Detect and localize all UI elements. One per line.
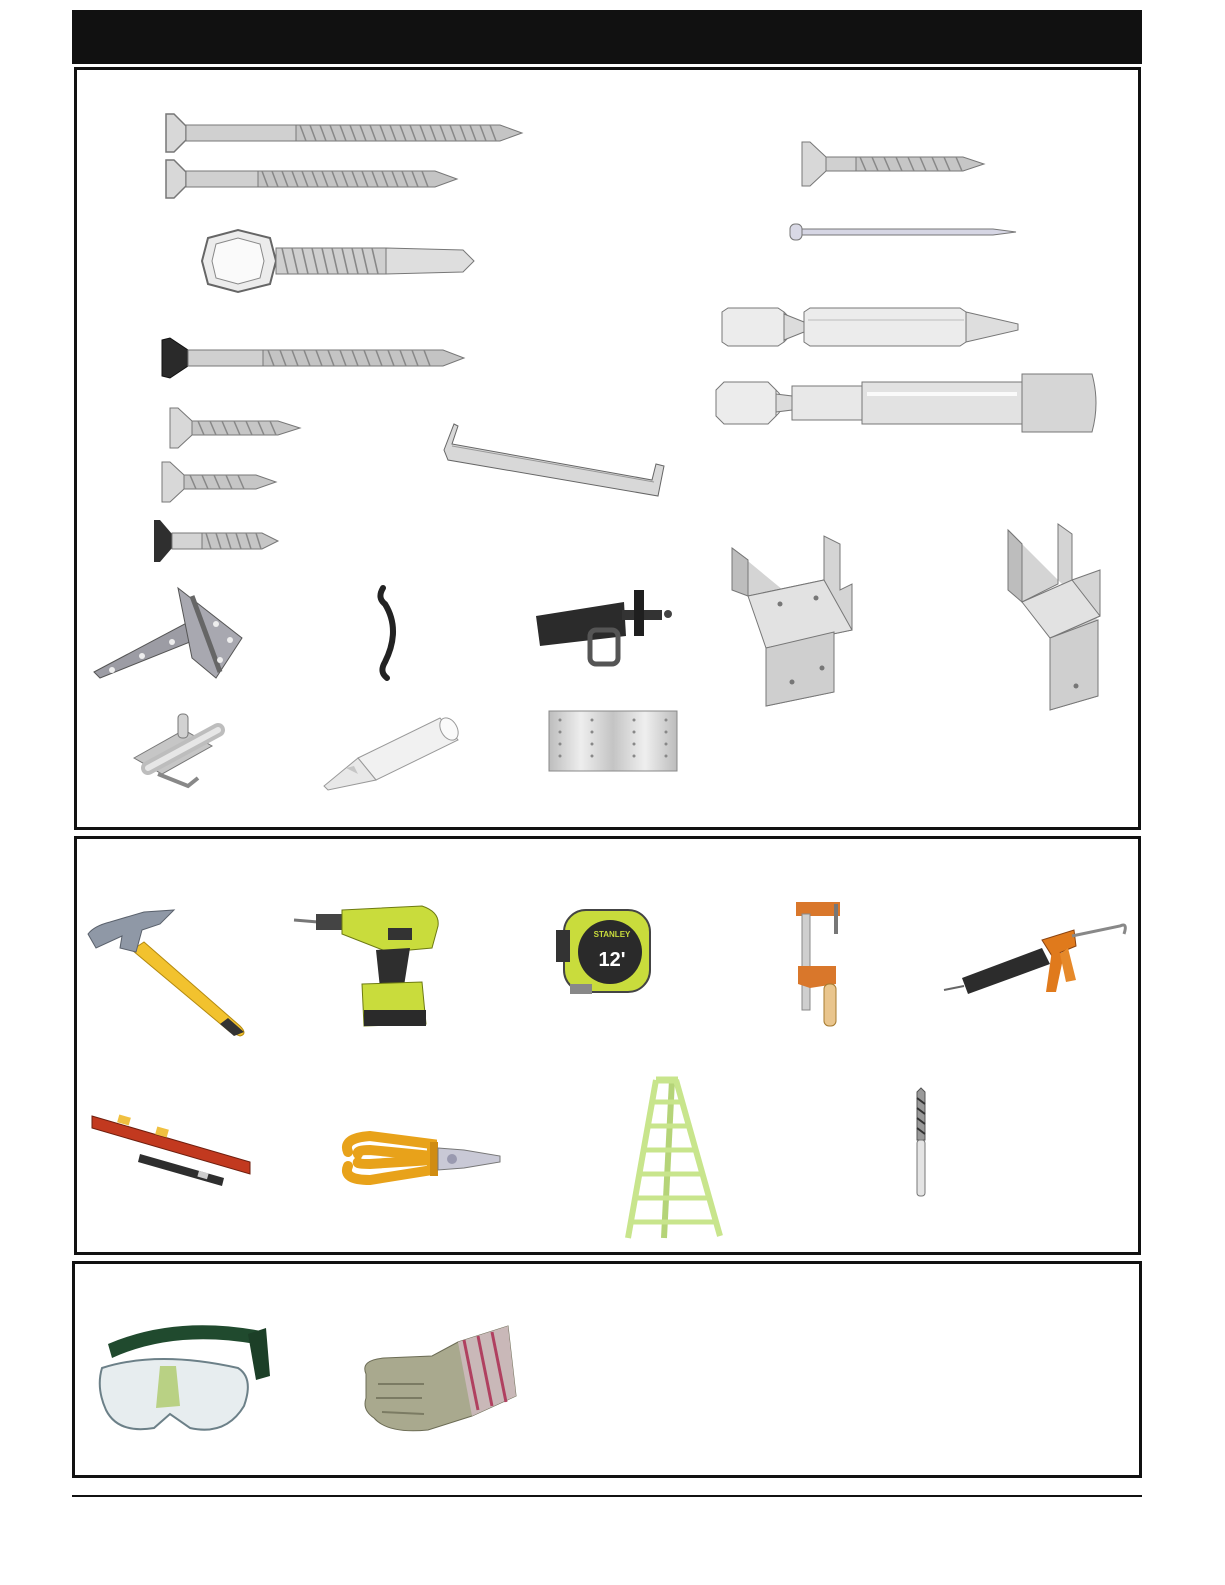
nut-driver-bit-icon (712, 372, 1104, 434)
mending-plate-icon (548, 710, 678, 772)
spacing-bracket-icon (440, 420, 670, 500)
deck-screw-icon (160, 158, 460, 200)
safety-goggles-icon (98, 1310, 270, 1442)
spirit-level-icon (90, 1108, 256, 1188)
barrel-bolt-icon (128, 712, 238, 788)
nail-icon (788, 222, 1020, 242)
post-bracket-narrow-icon (1006, 520, 1106, 716)
gate-handle-icon (375, 584, 405, 680)
footer-rule (72, 1495, 1142, 1497)
gate-latch-icon (534, 586, 672, 670)
caulking-gun-icon (942, 920, 1132, 1000)
tee-hinge-icon (92, 584, 252, 684)
hex-head-tek-screw-icon (198, 226, 478, 296)
tools-panel (74, 836, 1141, 1255)
cordless-drill-icon (292, 904, 452, 1028)
step-ladder-icon (622, 1076, 732, 1242)
post-bracket-wide-icon (728, 532, 858, 712)
small-wood-screw-icon (798, 140, 988, 190)
short-screw-icon (166, 406, 302, 450)
tape-measure-icon (554, 906, 654, 998)
bar-clamp-icon (794, 900, 844, 1028)
driver-bit-icon (720, 306, 1022, 348)
tape-measure-brand: STANLEY (593, 930, 631, 939)
sealant-tube-icon (318, 712, 462, 792)
short-screw-2-icon (158, 460, 278, 504)
work-gloves-icon (358, 1324, 518, 1436)
tin-snips-icon (340, 1128, 506, 1188)
tape-measure-length: 12' (598, 949, 626, 971)
black-head-screw-icon (158, 336, 468, 380)
page-header-bar (72, 10, 1142, 64)
lag-screw-icon (150, 516, 280, 566)
long-deck-screw-icon (160, 112, 530, 154)
hammer-icon (84, 908, 254, 1038)
drill-bit-icon (912, 1088, 930, 1200)
